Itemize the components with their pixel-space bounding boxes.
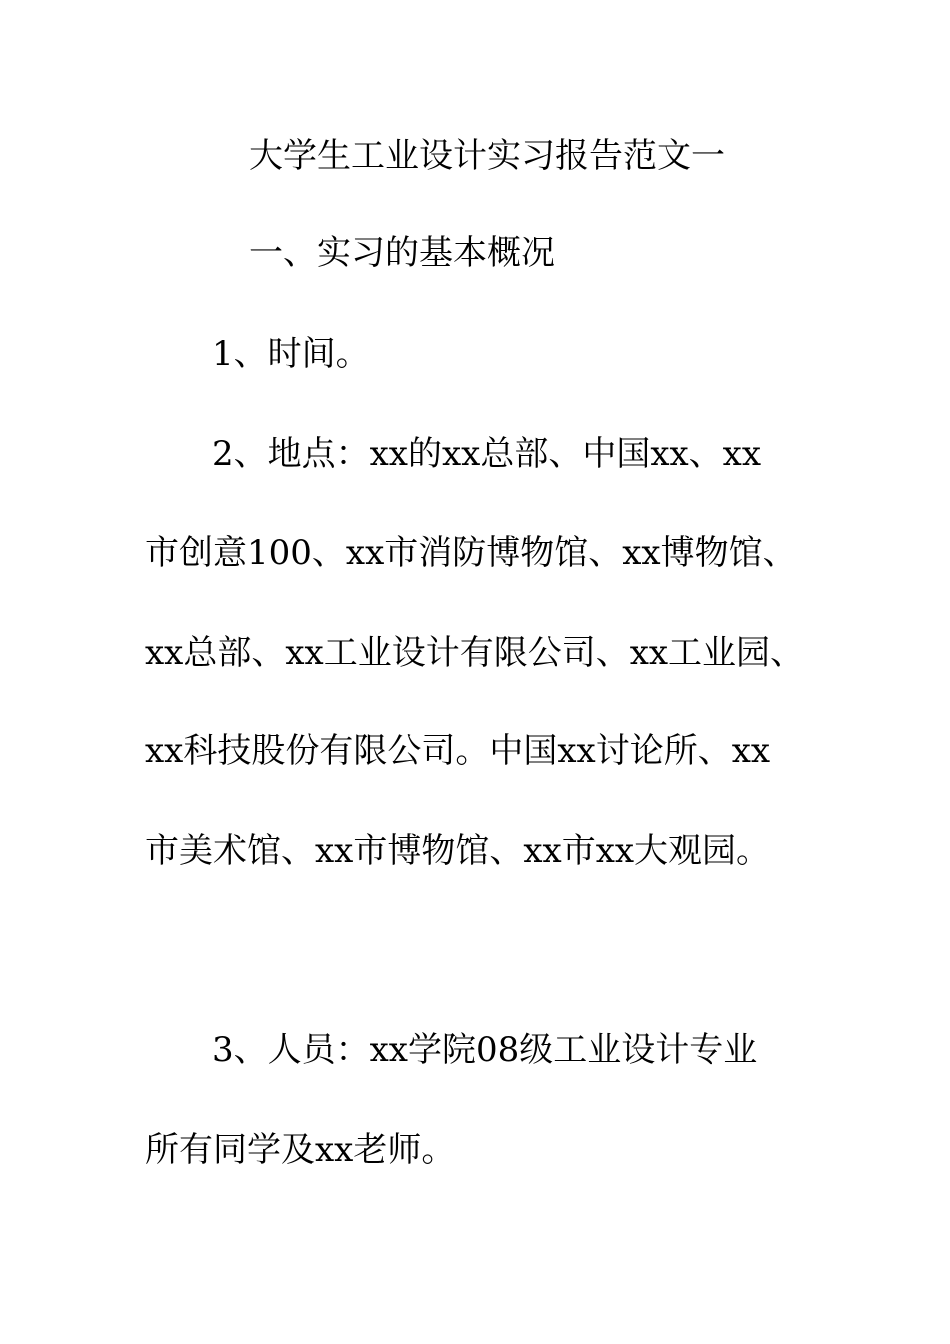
- item-location-line-1: 2、地点：xx的xx总部、中国xx、xx: [212, 434, 762, 474]
- item-location-line-3: xx总部、xx工业设计有限公司、xx工业园、: [145, 633, 805, 673]
- item-location-line-4: xx科技股份有限公司。中国xx讨论所、xx: [145, 731, 771, 771]
- section-heading: 一、实习的基本概况: [249, 233, 555, 273]
- item-personnel-line-1: 3、人员：xx学院08级工业设计专业: [212, 1030, 758, 1070]
- item-location-line-2: 市创意100、xx市消防博物馆、xx博物馆、: [145, 533, 797, 573]
- document-title: 大学生工业设计实习报告范文一: [249, 136, 725, 176]
- item-time: 1、时间。: [212, 334, 370, 374]
- item-personnel-line-2: 所有同学及xx老师。: [145, 1130, 456, 1170]
- item-location-line-5: 市美术馆、xx市博物馆、xx市xx大观园。: [145, 831, 771, 871]
